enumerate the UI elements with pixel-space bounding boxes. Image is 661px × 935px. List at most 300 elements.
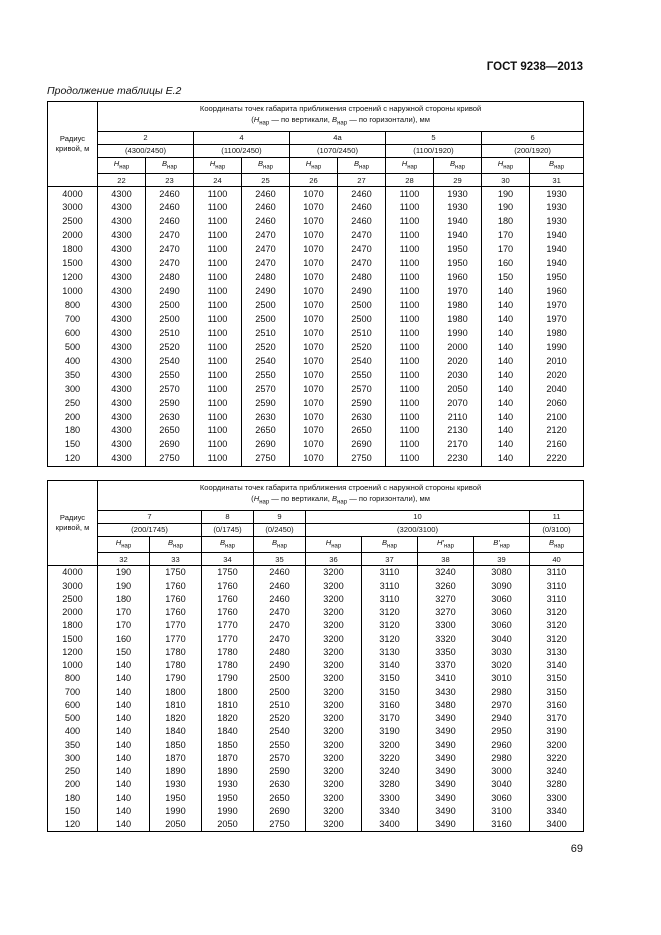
symbol-subscript: нар <box>263 164 274 171</box>
coordinate-value: 2470 <box>338 229 386 243</box>
radius-value: 3000 <box>48 201 98 215</box>
coordinate-value: 3240 <box>418 566 474 580</box>
coordinate-value: 3240 <box>530 765 584 778</box>
coordinate-value: 2750 <box>254 818 306 832</box>
symbol-subscript: нар <box>407 164 418 171</box>
coordinate-value: 2050 <box>150 818 202 832</box>
radius-value: 2000 <box>48 606 98 619</box>
coordinate-value: 2570 <box>242 382 290 396</box>
coordinate-value: 1070 <box>290 229 338 243</box>
coordinate-value: 1970 <box>434 285 482 299</box>
table-row <box>48 725 584 738</box>
coordinate-value: 1100 <box>194 382 242 396</box>
symbol-letter: В <box>219 537 226 547</box>
coordinate-value: 1870 <box>202 752 254 765</box>
point-coordinates: (4300/2450) <box>98 144 194 157</box>
column-number: 37 <box>362 553 418 566</box>
coordinate-value: 3490 <box>418 725 474 738</box>
coordinate-value: 3410 <box>418 672 474 685</box>
symbol-subscript: нар <box>167 164 178 171</box>
coordinate-value: 1100 <box>386 285 434 299</box>
table-row <box>48 340 584 354</box>
table-row <box>48 396 584 410</box>
coordinate-value: 3200 <box>306 672 362 685</box>
coordinate-value: 1100 <box>386 312 434 326</box>
coordinate-value: 2490 <box>242 285 290 299</box>
coordinate-value: 1930 <box>530 201 584 215</box>
coordinate-value: 2500 <box>146 312 194 326</box>
column-number: 24 <box>194 174 242 187</box>
coordinate-value: 190 <box>482 187 530 201</box>
column-symbol <box>98 536 150 553</box>
coordinate-value: 3150 <box>362 672 418 685</box>
symbol-letter: В <box>549 537 555 547</box>
coordinate-value: 3200 <box>306 738 362 751</box>
coordinate-value: 150 <box>98 646 150 659</box>
coordinate-value: 2010 <box>530 354 584 368</box>
coordinate-value: 3110 <box>362 593 418 606</box>
coordinate-value: 3300 <box>530 791 584 804</box>
table-row <box>48 452 584 466</box>
coordinate-value: 2470 <box>254 606 306 619</box>
coordinate-value: 2520 <box>338 340 386 354</box>
coordinate-value: 3490 <box>418 712 474 725</box>
symbol-letter: Н <box>401 158 408 168</box>
coordinate-value: 1750 <box>202 566 254 580</box>
coordinate-value: 2500 <box>254 672 306 685</box>
symbol-subscript: нар <box>215 164 226 171</box>
radius-value: 1800 <box>48 243 98 257</box>
coordinate-value: 3300 <box>362 791 418 804</box>
table-description <box>98 102 584 132</box>
column-symbol <box>290 157 338 174</box>
clearance-table-part-2 <box>47 480 584 832</box>
h-symbol: Н <box>253 115 260 124</box>
coordinate-value: 3160 <box>362 699 418 712</box>
column-number: 33 <box>150 553 202 566</box>
coordinate-value: 1750 <box>150 566 202 580</box>
coordinate-value: 3200 <box>306 579 362 592</box>
coordinate-value: 1100 <box>386 201 434 215</box>
radius-value: 600 <box>48 699 98 712</box>
coordinate-value: 3040 <box>474 778 530 791</box>
symbol-subscript: нар <box>554 543 565 550</box>
coordinate-value: 3170 <box>362 712 418 725</box>
coordinate-value: 4300 <box>98 187 146 201</box>
table-row <box>48 619 584 632</box>
column-symbol <box>530 536 584 553</box>
table-row <box>48 566 584 580</box>
coordinate-value: 2130 <box>434 424 482 438</box>
coordinate-value: 1930 <box>202 778 254 791</box>
coordinate-value: 160 <box>98 632 150 645</box>
symbol-letter: В <box>167 537 174 547</box>
table-row <box>48 243 584 257</box>
coordinate-value: 170 <box>482 243 530 257</box>
h-subscript: нар <box>259 499 270 506</box>
coordinate-value: 2460 <box>254 566 306 580</box>
coordinate-value: 2470 <box>254 619 306 632</box>
coordinate-value: 2460 <box>338 187 386 201</box>
coordinate-value: 1070 <box>290 424 338 438</box>
coordinate-value: 1790 <box>150 672 202 685</box>
coordinate-value: 2570 <box>254 752 306 765</box>
coordinate-value: 2470 <box>146 229 194 243</box>
coordinate-value: 2470 <box>146 243 194 257</box>
coordinate-value: 140 <box>98 672 150 685</box>
radius-value: 250 <box>48 765 98 778</box>
coordinate-value: 2550 <box>242 368 290 382</box>
table-row <box>48 805 584 818</box>
coordinate-value: 1070 <box>290 312 338 326</box>
coordinate-value: 2550 <box>146 368 194 382</box>
coordinate-value: 1890 <box>150 765 202 778</box>
table-row <box>48 299 584 313</box>
coordinate-value: 1070 <box>290 452 338 466</box>
coordinate-value: 2750 <box>146 452 194 466</box>
coordinate-value: 2750 <box>242 452 290 466</box>
coordinate-value: 2470 <box>254 632 306 645</box>
coordinate-value: 2960 <box>474 738 530 751</box>
coordinate-value: 3200 <box>306 765 362 778</box>
coordinate-value: 3340 <box>362 805 418 818</box>
coordinate-value: 1100 <box>386 326 434 340</box>
coordinate-value: 2500 <box>146 299 194 313</box>
coordinate-value: 2630 <box>242 410 290 424</box>
point-number: 8 <box>202 510 254 523</box>
coordinate-value: 1100 <box>194 354 242 368</box>
column-number: 22 <box>98 174 146 187</box>
coordinate-value: 140 <box>98 778 150 791</box>
point-number: 5 <box>386 131 482 144</box>
symbol-subscript: нар <box>173 543 184 550</box>
coordinate-value: 140 <box>482 312 530 326</box>
coordinate-value: 3370 <box>418 659 474 672</box>
coordinate-value: 1870 <box>150 752 202 765</box>
table-row <box>48 424 584 438</box>
coordinate-value: 1950 <box>202 791 254 804</box>
radius-value: 400 <box>48 725 98 738</box>
point-number: 10 <box>306 510 530 523</box>
coordinate-value: 1070 <box>290 410 338 424</box>
coordinate-value: 3110 <box>530 579 584 592</box>
coordinate-value: 170 <box>98 606 150 619</box>
coordinate-value: 1100 <box>386 215 434 229</box>
coordinate-value: 1940 <box>434 215 482 229</box>
radius-value: 500 <box>48 712 98 725</box>
radius-value: 2500 <box>48 593 98 606</box>
radius-value: 150 <box>48 805 98 818</box>
coordinate-value: 1100 <box>386 187 434 201</box>
coordinate-value: 3190 <box>530 725 584 738</box>
coordinate-value: 2510 <box>254 699 306 712</box>
point-coordinates: (0/2450) <box>254 523 306 536</box>
column-number: 38 <box>418 553 474 566</box>
coordinate-value: 140 <box>98 699 150 712</box>
radius-value: 200 <box>48 410 98 424</box>
table-row <box>48 632 584 645</box>
coordinate-value: 1770 <box>150 632 202 645</box>
coordinate-value: 2650 <box>242 424 290 438</box>
coordinate-value: 140 <box>98 738 150 751</box>
coordinate-value: 2510 <box>338 326 386 340</box>
coordinate-value: 3490 <box>418 752 474 765</box>
coordinate-value: 1850 <box>150 738 202 751</box>
radius-value: 1200 <box>48 271 98 285</box>
coordinate-value: 1070 <box>290 187 338 201</box>
table-row <box>48 326 584 340</box>
coordinate-value: 3120 <box>362 632 418 645</box>
coordinate-value: 1980 <box>530 326 584 340</box>
radius-value: 1800 <box>48 619 98 632</box>
coordinate-value: 1100 <box>386 257 434 271</box>
coordinate-value: 3200 <box>306 632 362 645</box>
radius-value: 600 <box>48 326 98 340</box>
table-row <box>48 672 584 685</box>
coordinate-value: 3200 <box>306 685 362 698</box>
clearance-table-part-1 <box>47 101 584 467</box>
coordinate-value: 2520 <box>242 340 290 354</box>
coordinate-value: 1070 <box>290 396 338 410</box>
coordinate-value: 1950 <box>434 243 482 257</box>
coordinate-value: 2520 <box>254 712 306 725</box>
symbol-subscript: нар <box>225 543 236 550</box>
coordinate-value: 140 <box>98 752 150 765</box>
coordinate-value: 1760 <box>202 593 254 606</box>
radius-value: 180 <box>48 791 98 804</box>
symbol-letter: В <box>353 158 360 168</box>
coordinate-value: 2590 <box>242 396 290 410</box>
coordinate-value: 3200 <box>306 778 362 791</box>
symbol-letter: Н <box>115 537 122 547</box>
coordinate-value: 1960 <box>530 285 584 299</box>
coordinate-value: 3400 <box>362 818 418 832</box>
radius-column-header: Радиус кривой, м <box>48 102 98 187</box>
coordinate-value: 2540 <box>242 354 290 368</box>
coordinate-value: 1930 <box>150 778 202 791</box>
coordinate-value: 1930 <box>434 201 482 215</box>
coordinate-value: 1070 <box>290 299 338 313</box>
coordinate-value: 3200 <box>306 659 362 672</box>
column-number: 40 <box>530 553 584 566</box>
header-row-symbols <box>48 157 584 174</box>
coordinate-value: 1960 <box>434 271 482 285</box>
coordinate-value: 2480 <box>242 271 290 285</box>
coordinate-value: 140 <box>98 712 150 725</box>
description-horizontal: — по горизонтали), мм <box>347 115 430 124</box>
column-symbol <box>242 157 290 174</box>
coordinate-value: 1100 <box>194 438 242 452</box>
coordinate-value: 1770 <box>202 619 254 632</box>
coordinate-value: 3120 <box>362 619 418 632</box>
coordinate-value: 2460 <box>146 215 194 229</box>
coordinate-value: 2480 <box>254 646 306 659</box>
coordinate-value: 3280 <box>362 778 418 791</box>
coordinate-value: 2470 <box>338 257 386 271</box>
coordinate-value: 4300 <box>98 410 146 424</box>
radius-value: 3000 <box>48 579 98 592</box>
point-coordinates: (200/1920) <box>482 144 584 157</box>
symbol-prime: ′ <box>498 537 500 547</box>
header-row-column-numbers <box>48 174 584 187</box>
column-number: 30 <box>482 174 530 187</box>
symbol-subscript: нар <box>455 164 466 171</box>
coordinate-value: 2500 <box>242 312 290 326</box>
symbol-subscript: нар <box>311 164 322 171</box>
coordinate-value: 1800 <box>202 685 254 698</box>
coordinate-value: 3400 <box>530 818 584 832</box>
coordinate-value: 2100 <box>530 410 584 424</box>
table-row <box>48 579 584 592</box>
point-number: 7 <box>98 510 202 523</box>
page-number: 69 <box>570 843 583 855</box>
coordinate-value: 2220 <box>530 452 584 466</box>
symbol-letter: В <box>257 158 264 168</box>
coordinate-value: 4300 <box>98 382 146 396</box>
coordinate-value: 2500 <box>338 312 386 326</box>
point-number: 11 <box>530 510 584 523</box>
coordinate-value: 3150 <box>530 672 584 685</box>
coordinate-value: 2570 <box>146 382 194 396</box>
point-coordinates: (200/1745) <box>98 523 202 536</box>
header-row-description <box>48 102 584 132</box>
symbol-letter: Н <box>325 537 332 547</box>
coordinate-value: 3000 <box>474 765 530 778</box>
column-symbol <box>386 157 434 174</box>
coordinate-value: 1980 <box>434 312 482 326</box>
symbol-letter: В <box>271 537 278 547</box>
coordinate-value: 2040 <box>530 382 584 396</box>
coordinate-value: 3240 <box>362 765 418 778</box>
coordinate-value: 3200 <box>306 712 362 725</box>
coordinate-value: 2460 <box>254 593 306 606</box>
coordinate-value: 140 <box>98 791 150 804</box>
column-symbol <box>418 536 474 553</box>
column-symbol <box>150 536 202 553</box>
coordinate-value: 140 <box>482 354 530 368</box>
coordinate-value: 2460 <box>242 187 290 201</box>
coordinate-value: 4300 <box>98 424 146 438</box>
coordinate-value: 2490 <box>254 659 306 672</box>
coordinate-value: 140 <box>98 818 150 832</box>
table-row <box>48 712 584 725</box>
coordinate-value: 2510 <box>146 326 194 340</box>
table-row <box>48 354 584 368</box>
description-line-1: Координаты точек габарита приближения строений с наружной стороны кривой <box>199 104 482 113</box>
coordinate-value: 3110 <box>362 566 418 580</box>
coordinate-value: 3080 <box>474 566 530 580</box>
coordinate-value: 3320 <box>418 632 474 645</box>
radius-value: 150 <box>48 438 98 452</box>
table-row <box>48 606 584 619</box>
coordinate-value: 2520 <box>146 340 194 354</box>
point-coordinates: (3200/3100) <box>306 523 530 536</box>
point-number: 2 <box>98 131 194 144</box>
coordinate-value: 1100 <box>386 452 434 466</box>
coordinate-value: 1990 <box>150 805 202 818</box>
radius-value: 4000 <box>48 187 98 201</box>
coordinate-value: 3340 <box>530 805 584 818</box>
coordinate-value: 2480 <box>338 271 386 285</box>
header-row-point-coords <box>48 523 584 536</box>
coordinate-value: 1070 <box>290 340 338 354</box>
coordinate-value: 2750 <box>338 452 386 466</box>
h-subscript: нар <box>259 120 270 127</box>
coordinate-value: 140 <box>482 285 530 299</box>
coordinate-value: 1100 <box>386 354 434 368</box>
coordinate-value: 2590 <box>338 396 386 410</box>
coordinate-value: 4300 <box>98 299 146 313</box>
coordinate-value: 4300 <box>98 285 146 299</box>
header-row-point-coords <box>48 144 584 157</box>
coordinate-value: 1990 <box>530 340 584 354</box>
radius-value: 500 <box>48 340 98 354</box>
coordinate-value: 1940 <box>530 257 584 271</box>
coordinate-value: 170 <box>482 229 530 243</box>
coordinate-value: 3120 <box>362 606 418 619</box>
coordinate-value: 140 <box>482 340 530 354</box>
coordinate-value: 4300 <box>98 312 146 326</box>
coordinate-value: 3480 <box>418 699 474 712</box>
coordinate-value: 1760 <box>150 606 202 619</box>
coordinate-value: 140 <box>482 326 530 340</box>
coordinate-value: 1780 <box>202 646 254 659</box>
coordinate-value: 2020 <box>434 354 482 368</box>
coordinate-value: 3140 <box>530 659 584 672</box>
coordinate-value: 2690 <box>242 438 290 452</box>
coordinate-value: 3220 <box>362 752 418 765</box>
coordinate-value: 1760 <box>150 593 202 606</box>
coordinate-value: 140 <box>482 368 530 382</box>
coordinate-value: 160 <box>482 257 530 271</box>
coordinate-value: 140 <box>482 396 530 410</box>
radius-value: 300 <box>48 752 98 765</box>
radius-value: 1200 <box>48 646 98 659</box>
coordinate-value: 1100 <box>194 368 242 382</box>
coordinate-value: 2970 <box>474 699 530 712</box>
coordinate-value: 2650 <box>254 791 306 804</box>
coordinate-value: 1820 <box>202 712 254 725</box>
coordinate-value: 1760 <box>150 579 202 592</box>
coordinate-value: 1820 <box>150 712 202 725</box>
coordinate-value: 1070 <box>290 354 338 368</box>
symbol-letter: Н <box>437 537 443 547</box>
column-number: 34 <box>202 553 254 566</box>
radius-value: 300 <box>48 382 98 396</box>
radius-value: 700 <box>48 312 98 326</box>
coordinate-value: 1100 <box>386 438 434 452</box>
column-number: 32 <box>98 553 150 566</box>
coordinate-value: 3150 <box>362 685 418 698</box>
coordinate-value: 140 <box>98 685 150 698</box>
coordinate-value: 3200 <box>306 606 362 619</box>
column-symbol <box>194 157 242 174</box>
coordinate-value: 3140 <box>362 659 418 672</box>
coordinate-value: 190 <box>98 566 150 580</box>
coordinate-value: 4300 <box>98 452 146 466</box>
coordinate-value: 1770 <box>150 619 202 632</box>
coordinate-value: 1100 <box>386 396 434 410</box>
symbol-letter: Н <box>209 158 216 168</box>
coordinate-value: 3130 <box>362 646 418 659</box>
coordinate-value: 4300 <box>98 438 146 452</box>
symbol-letter: В <box>449 158 456 168</box>
coordinate-value: 4300 <box>98 340 146 354</box>
coordinate-value: 1100 <box>386 424 434 438</box>
coordinate-value: 2550 <box>254 738 306 751</box>
coordinate-value: 1100 <box>194 215 242 229</box>
coordinate-value: 4300 <box>98 271 146 285</box>
